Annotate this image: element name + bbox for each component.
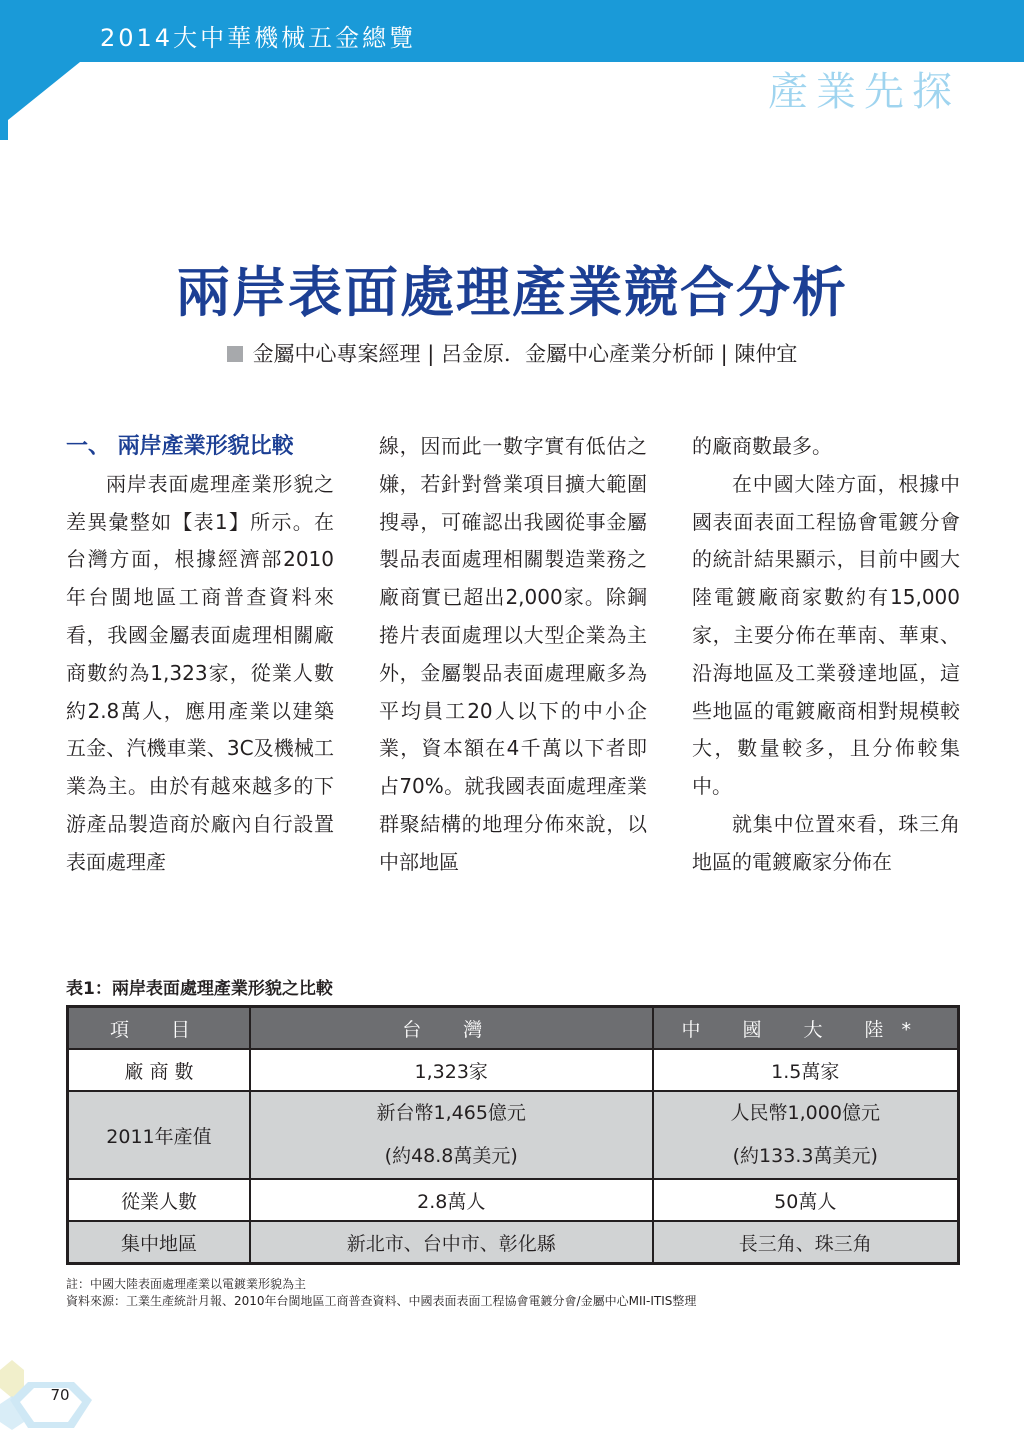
col3-paragraph-2: 在中國大陸方面，根據中國表面表面工程協會電鍍分會的統計結果顯示，目前中國大陸電鍍廠商家數約有15,000家，主要分佈在華南、華東、沿海地區及工業發達地區，這些地區的電鍍廠商相對規模較大，數量較多，且分佈較集中。: [692, 471, 960, 799]
table-notes: [66, 1276, 696, 1310]
row-china: 長三角、珠三角: [653, 1221, 959, 1264]
column-3: [692, 428, 960, 882]
table-header-row: [68, 1007, 959, 1050]
header-taiwan: 台 灣: [250, 1007, 653, 1050]
table-caption: 表1：兩岸表面處理產業形貌之比較: [66, 979, 333, 999]
taiwan-value-line-1: 新台幣1,465億元: [376, 1102, 526, 1124]
row-item: 廠 商 數: [68, 1049, 250, 1091]
table-note: 註：中國大陸表面處理產業以電鍍業形貌為主: [66, 1277, 307, 1291]
square-bullet-icon: [227, 346, 243, 362]
article-title: 兩岸表面處理產業競合分析: [176, 261, 848, 324]
byline: [0, 338, 1024, 368]
china-value-line-2: (約133.3萬美元): [732, 1145, 878, 1167]
page-number: 70: [50, 1386, 70, 1404]
column-2: [379, 428, 647, 882]
section-tag: 產業先探: [768, 69, 960, 115]
row-taiwan: 1,323家: [250, 1049, 653, 1091]
row-china: [653, 1091, 959, 1179]
comparison-table: [66, 1005, 960, 1265]
table-row: [68, 1221, 959, 1264]
column-1: [66, 428, 334, 882]
byline-text: 金屬中心專案經理 | 呂金原．金屬中心產業分析師 | 陳仲宜: [252, 342, 798, 366]
table-source: 資料來源：工業生產統計月報、2010年台閩地區工商普查資料、中國表面表面工程協會電鍍分會/金屬中心MII-ITIS整理: [66, 1294, 697, 1308]
col1-paragraph: 兩岸表面處理產業形貌之差異彙整如【表1】所示。在台灣方面，根據經濟部2010年台閩地區工商普查資料來看，我國金屬表面處理相關廠商數約為1,323家，從業人數約2.8萬人，應用產業以建築五金、汽機車業、3C及機械工業為主。由於有越來越多的下游產品製造商於廠內自行設置表面處理產: [66, 471, 334, 874]
row-china: 1.5萬家: [653, 1049, 959, 1091]
row-taiwan: 2.8萬人: [250, 1179, 653, 1221]
china-value-line-1: 人民幣1,000億元: [730, 1102, 880, 1124]
taiwan-value-line-2: (約48.8萬美元): [384, 1145, 518, 1167]
row-china: 50萬人: [653, 1179, 959, 1221]
row-taiwan: 新北市、台中市、彰化縣: [250, 1221, 653, 1264]
col3-paragraph-3: 就集中位置來看，珠三角地區的電鍍廠家分佈在: [692, 811, 960, 874]
header-china: 中 國 大 陸*: [653, 1007, 959, 1050]
header-item: 項 目: [68, 1007, 250, 1050]
section-heading: 一、 兩岸產業形貌比較: [66, 434, 294, 459]
col2-paragraph: 線，因而此一數字實有低估之嫌，若針對營業項目擴大範圍搜尋，可確認出我國從事金屬製品表面處理相關製造業務之廠商實已超出2,000家。除鋼捲片表面處理以大型企業為主外，金屬製品表面處理廠多為平均員工20人以下的中小企業，資本額在4千萬以下者即占70%。就我國表面處理產業群聚結構的地理分佈來說，以中部地區: [379, 434, 647, 874]
publication-title: 2014大中華機械五金總覽: [100, 24, 417, 52]
row-item: 從業人數: [68, 1179, 250, 1221]
table-row: [68, 1179, 959, 1221]
row-taiwan: [250, 1091, 653, 1179]
table-row: [68, 1049, 959, 1091]
row-item: 集中地區: [68, 1221, 250, 1264]
row-item: 2011年產值: [68, 1091, 250, 1179]
col3-paragraph-1: 的廠商數最多。: [692, 434, 832, 458]
table-row: [68, 1091, 959, 1179]
